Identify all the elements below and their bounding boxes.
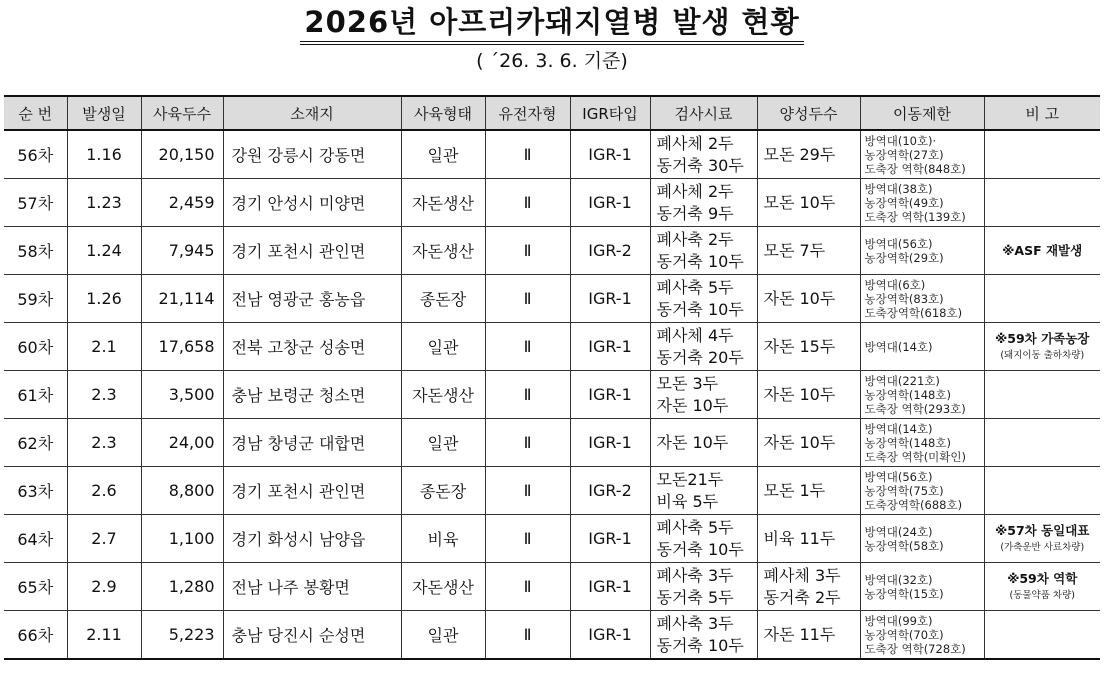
genotype: Ⅱ <box>485 611 570 660</box>
restriction-line: 도축장역학(618호) <box>864 305 963 320</box>
movement-restriction <box>860 515 984 563</box>
restriction-line: 방역대(14호) <box>864 339 933 354</box>
sample-line: 동거축 20두 <box>656 347 744 367</box>
restriction-line: 방역대(99호) <box>864 613 933 628</box>
positive-count <box>757 179 860 227</box>
restriction-line: 농장역학(148호) <box>864 387 951 402</box>
outbreak-date: 1.16 <box>67 130 141 179</box>
farm-type: 일관 <box>401 323 485 371</box>
farm-type: 일관 <box>401 611 485 660</box>
restriction-line: 방역대(221호) <box>864 373 940 388</box>
col-header-farm-type: 사육형태 <box>401 96 485 130</box>
remarks <box>984 467 1100 515</box>
herd-size: 1,100 <box>141 515 223 563</box>
asf-outbreak-table <box>4 95 1100 660</box>
movement-restriction <box>860 275 984 323</box>
remarks <box>984 227 1100 275</box>
farm-type: 자돈생산 <box>401 227 485 275</box>
table-row <box>4 227 1100 275</box>
sample-line: 모돈21두 <box>656 469 724 489</box>
remark-main: ※59차 역학 <box>1007 570 1078 586</box>
restriction-line: 농장역학(148호) <box>864 435 951 450</box>
farm-location: 충남 보령군 청소면 <box>223 371 401 419</box>
farm-location: 전남 나주 봉황면 <box>223 563 401 611</box>
positive-count <box>757 323 860 371</box>
table-row <box>4 130 1100 179</box>
genotype: Ⅱ <box>485 275 570 323</box>
farm-type: 자돈생산 <box>401 371 485 419</box>
remarks <box>984 130 1100 179</box>
sample-line: 동거축 30두 <box>656 155 744 175</box>
positive-count <box>757 467 860 515</box>
sample-line: 동거축 10두 <box>656 539 744 559</box>
test-samples <box>650 275 757 323</box>
restriction-line: 도축장 역학(293호) <box>864 401 966 416</box>
positive-line: 자돈 10두 <box>763 288 836 308</box>
restriction-line: 방역대(14호) <box>864 421 933 436</box>
positive-line: 비육 11두 <box>763 528 836 548</box>
positive-count <box>757 611 860 660</box>
farm-location: 경기 화성시 남양읍 <box>223 515 401 563</box>
sample-line: 동거축 5두 <box>656 587 734 607</box>
restriction-line: 방역대(56호) <box>864 236 933 251</box>
table-row <box>4 515 1100 563</box>
outbreak-number: 58차 <box>4 227 67 275</box>
genotype: Ⅱ <box>485 130 570 179</box>
sample-line: 동거축 9두 <box>656 203 734 223</box>
sample-line: 폐사체 2두 <box>656 181 734 201</box>
genotype: Ⅱ <box>485 323 570 371</box>
farm-type: 비육 <box>401 515 485 563</box>
sample-line: 폐사축 3두 <box>656 613 734 633</box>
restriction-line: 도축장 역학(139호) <box>864 209 966 224</box>
movement-restriction <box>860 130 984 179</box>
remarks <box>984 611 1100 660</box>
sample-line: 폐사축 2두 <box>656 229 734 249</box>
test-samples <box>650 130 757 179</box>
test-samples <box>650 179 757 227</box>
remarks <box>984 323 1100 371</box>
outbreak-date: 2.3 <box>67 371 141 419</box>
herd-size: 8,800 <box>141 467 223 515</box>
restriction-line: 농장역학(83호) <box>864 291 944 306</box>
outbreak-date: 2.1 <box>67 323 141 371</box>
farm-type: 자돈생산 <box>401 179 485 227</box>
test-samples <box>650 419 757 467</box>
restriction-line: 농장역학(49호) <box>864 195 944 210</box>
genotype: Ⅱ <box>485 419 570 467</box>
outbreak-date: 2.9 <box>67 563 141 611</box>
restriction-line: 농장역학(15호) <box>864 586 944 601</box>
positive-line: 자돈 11두 <box>763 624 836 644</box>
positive-count <box>757 371 860 419</box>
igr-type: IGR-1 <box>570 611 650 660</box>
table-row <box>4 371 1100 419</box>
positive-line: 자돈 10두 <box>763 432 836 452</box>
farm-location: 경기 안성시 미양면 <box>223 179 401 227</box>
movement-restriction <box>860 419 984 467</box>
col-header-heads: 사육두수 <box>141 96 223 130</box>
col-header-samples: 검사시료 <box>650 96 757 130</box>
restriction-line: 농장역학(29호) <box>864 250 944 265</box>
genotype: Ⅱ <box>485 563 570 611</box>
igr-type: IGR-1 <box>570 371 650 419</box>
restriction-line: 농장역학(75호) <box>864 483 944 498</box>
genotype: Ⅱ <box>485 515 570 563</box>
genotype: Ⅱ <box>485 227 570 275</box>
herd-size: 24,00 <box>141 419 223 467</box>
table-row <box>4 467 1100 515</box>
igr-type: IGR-1 <box>570 130 650 179</box>
positive-count <box>757 515 860 563</box>
farm-location: 경기 포천시 관인면 <box>223 467 401 515</box>
igr-type: IGR-1 <box>570 563 650 611</box>
movement-restriction <box>860 179 984 227</box>
positive-count <box>757 227 860 275</box>
remarks <box>984 515 1100 563</box>
sample-line: 폐사체 2두 <box>656 133 734 153</box>
outbreak-date: 1.23 <box>67 179 141 227</box>
col-header-genotype: 유전자형 <box>485 96 570 130</box>
positive-line: 모돈 29두 <box>763 144 836 164</box>
outbreak-number: 59차 <box>4 275 67 323</box>
outbreak-number: 63차 <box>4 467 67 515</box>
remarks <box>984 179 1100 227</box>
genotype: Ⅱ <box>485 467 570 515</box>
sample-line: 동거축 10두 <box>656 635 744 655</box>
table-row <box>4 179 1100 227</box>
sample-line: 폐사축 5두 <box>656 277 734 297</box>
sample-line: 모돈 3두 <box>656 373 719 393</box>
table-row <box>4 275 1100 323</box>
outbreak-number: 56차 <box>4 130 67 179</box>
remark-main: ※57차 동일대표 <box>995 522 1090 538</box>
farm-location: 전북 고창군 성송면 <box>223 323 401 371</box>
igr-type: IGR-1 <box>570 323 650 371</box>
genotype: Ⅱ <box>485 371 570 419</box>
restriction-line: 농장역학(58호) <box>864 538 944 553</box>
test-samples <box>650 515 757 563</box>
herd-size: 7,945 <box>141 227 223 275</box>
outbreak-number: 57차 <box>4 179 67 227</box>
positive-count <box>757 563 860 611</box>
sample-line: 폐사축 3두 <box>656 565 734 585</box>
positive-line: 동거축 2두 <box>763 587 841 607</box>
remark-main: ※59차 가족농장 <box>995 330 1090 346</box>
col-header-restriction: 이동제한 <box>860 96 984 130</box>
test-samples <box>650 563 757 611</box>
herd-size: 1,280 <box>141 563 223 611</box>
positive-count <box>757 419 860 467</box>
outbreak-number: 64차 <box>4 515 67 563</box>
restriction-line: 방역대(56호) <box>864 469 933 484</box>
positive-count <box>757 130 860 179</box>
farm-location: 경남 창녕군 대합면 <box>223 419 401 467</box>
sample-line: 폐사체 4두 <box>656 325 734 345</box>
igr-type: IGR-1 <box>570 179 650 227</box>
positive-line: 모돈 1두 <box>763 480 826 500</box>
farm-type: 일관 <box>401 419 485 467</box>
remarks <box>984 419 1100 467</box>
restriction-line: 방역대(38호) <box>864 181 933 196</box>
positive-line: 자돈 10두 <box>763 384 836 404</box>
restriction-line: 농장역학(27호) <box>864 147 944 162</box>
restriction-line: 도축장역학(688호) <box>864 497 963 512</box>
herd-size: 17,658 <box>141 323 223 371</box>
positive-line: 모돈 10두 <box>763 192 836 212</box>
table-row <box>4 611 1100 660</box>
movement-restriction <box>860 563 984 611</box>
positive-count <box>757 275 860 323</box>
col-header-positive: 양성두수 <box>757 96 860 130</box>
remark-main: ※ASF 재발생 <box>1002 243 1083 258</box>
restriction-line: 방역대(6호) <box>864 277 926 292</box>
sample-line: 자돈 10두 <box>656 432 729 452</box>
farm-type: 종돈장 <box>401 467 485 515</box>
remark-sub: (돼지이동 출하차량) <box>1000 349 1085 361</box>
outbreak-number: 66차 <box>4 611 67 660</box>
farm-type: 일관 <box>401 130 485 179</box>
farm-location: 전남 영광군 홍농읍 <box>223 275 401 323</box>
outbreak-date: 2.11 <box>67 611 141 660</box>
herd-size: 20,150 <box>141 130 223 179</box>
sample-line: 동거축 10두 <box>656 299 744 319</box>
herd-size: 21,114 <box>141 275 223 323</box>
outbreak-number: 60차 <box>4 323 67 371</box>
sample-line: 자돈 10두 <box>656 395 729 415</box>
page-title-text: 2026년 아프리카돼지열병 발생 현황 <box>300 4 803 45</box>
herd-size: 3,500 <box>141 371 223 419</box>
col-header-igr-type: IGR타입 <box>570 96 650 130</box>
movement-restriction <box>860 227 984 275</box>
table-header-row <box>4 96 1100 130</box>
herd-size: 2,459 <box>141 179 223 227</box>
test-samples <box>650 371 757 419</box>
restriction-line: 방역대(32호) <box>864 572 933 587</box>
restriction-line: 도축장 역학(미확인) <box>864 449 966 464</box>
igr-type: IGR-2 <box>570 227 650 275</box>
test-samples <box>650 227 757 275</box>
farm-location: 경기 포천시 관인면 <box>223 227 401 275</box>
outbreak-date: 2.3 <box>67 419 141 467</box>
outbreak-date: 2.7 <box>67 515 141 563</box>
restriction-line: 농장역학(70호) <box>864 627 944 642</box>
outbreak-date: 1.24 <box>67 227 141 275</box>
movement-restriction <box>860 371 984 419</box>
remark-sub: (가축운반 사료차량) <box>1000 541 1085 553</box>
sample-line: 동거축 10두 <box>656 251 744 271</box>
col-header-no: 순 번 <box>4 96 67 130</box>
col-header-location: 소재지 <box>223 96 401 130</box>
sample-line: 폐사축 5두 <box>656 517 734 537</box>
table-row <box>4 563 1100 611</box>
outbreak-number: 65차 <box>4 563 67 611</box>
test-samples <box>650 611 757 660</box>
page-subtitle: ( ´26. 3. 6. 기준) <box>476 50 628 72</box>
farm-type: 종돈장 <box>401 275 485 323</box>
restriction-line: 도축장 역학(848호) <box>864 161 966 176</box>
restriction-line: 방역대(24호) <box>864 524 933 539</box>
test-samples <box>650 467 757 515</box>
restriction-line: 도축장 역학(728호) <box>864 641 966 656</box>
positive-line: 자돈 15두 <box>763 336 836 356</box>
remarks <box>984 563 1100 611</box>
farm-location: 충남 당진시 순성면 <box>223 611 401 660</box>
igr-type: IGR-1 <box>570 419 650 467</box>
sample-line: 비육 5두 <box>656 491 719 511</box>
herd-size: 5,223 <box>141 611 223 660</box>
restriction-line: 방역대(10호)· <box>864 133 937 148</box>
movement-restriction <box>860 467 984 515</box>
positive-line: 모돈 7두 <box>763 240 826 260</box>
positive-line: 폐사체 3두 <box>763 565 841 585</box>
movement-restriction <box>860 611 984 660</box>
table-row <box>4 323 1100 371</box>
col-header-note: 비 고 <box>984 96 1100 130</box>
outbreak-date: 2.6 <box>67 467 141 515</box>
remarks <box>984 275 1100 323</box>
outbreak-number: 61차 <box>4 371 67 419</box>
outbreak-number: 62차 <box>4 419 67 467</box>
page-title <box>0 4 1104 45</box>
remark-sub: (동물약품 차량) <box>1009 589 1075 601</box>
col-header-date: 발생일 <box>67 96 141 130</box>
igr-type: IGR-2 <box>570 467 650 515</box>
movement-restriction <box>860 323 984 371</box>
table-body <box>4 130 1100 659</box>
test-samples <box>650 323 757 371</box>
farm-location: 강원 강릉시 강동면 <box>223 130 401 179</box>
igr-type: IGR-1 <box>570 275 650 323</box>
genotype: Ⅱ <box>485 179 570 227</box>
igr-type: IGR-1 <box>570 515 650 563</box>
farm-type: 자돈생산 <box>401 563 485 611</box>
table-row <box>4 419 1100 467</box>
remarks <box>984 371 1100 419</box>
outbreak-date: 1.26 <box>67 275 141 323</box>
